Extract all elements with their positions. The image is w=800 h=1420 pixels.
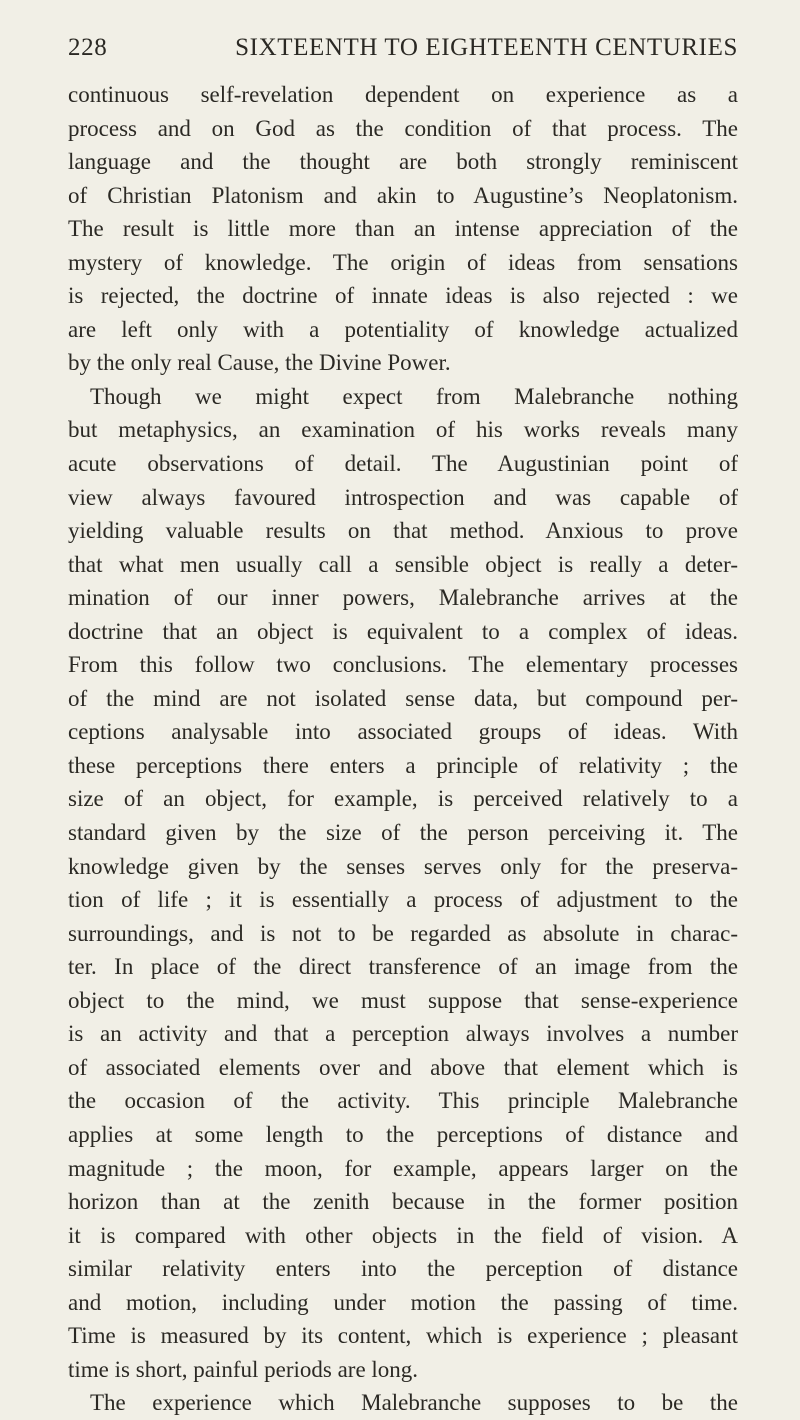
text-line: is rejected, the doctrine of innate ideas is also rejected : we [68, 283, 738, 309]
text-line: of the mind are not isolated sense data, but compound per- [68, 685, 738, 711]
text-line: of Christian Platonism and akin to Augustine’s Neoplatonism. [68, 182, 738, 208]
text-line: yielding valuable results on that method. Anxious to prove [68, 518, 738, 544]
text-line: similar relativity enters into the perception of distance [68, 1256, 738, 1282]
text-line: size of an object, for example, is perceived relatively to a [68, 786, 738, 812]
text-line: Time is measured by its content, which is experience ; pleasant [68, 1323, 738, 1349]
paragraph-start-line: Though we might expect from Malebranche nothing [90, 383, 738, 409]
text-line: and motion, including under motion the passing of time. [68, 1289, 738, 1315]
text-line: is an activity and that a perception always involves a number [68, 1021, 738, 1047]
text-line: process and on God as the condition of that process. The [68, 115, 738, 141]
running-head [68, 30, 738, 66]
running-title: SIXTEENTH TO EIGHTEENTH CENTURIES [235, 34, 738, 61]
text-line: horizon than at the zenith because in the former position [68, 1189, 738, 1215]
text-line: standard given by the size of the person perceiving it. The [68, 820, 738, 846]
text-line: of associated elements over and above that element which is [68, 1054, 738, 1080]
paragraph-end-line: time is short, painful periods are long. [68, 1356, 419, 1382]
text-line: language and the thought are both strongly reminiscent [68, 149, 738, 175]
text-line: that what men usually call a sensible object is really a deter- [68, 551, 738, 577]
text-line: are left only with a potentiality of knowledge actualized [68, 316, 738, 342]
text-line: tion of life ; it is essentially a process of adjustment to the [68, 887, 738, 913]
text-line: The result is little more than an intense appreciation of the [68, 216, 738, 242]
text-line: doctrine that an object is equivalent to a complex of ideas. [68, 618, 738, 644]
text-line: view always favoured introspection and was capable of [68, 484, 738, 510]
text-line: acute observations of detail. The Augustinian point of [68, 451, 738, 477]
text-line: the occasion of the activity. This principle Malebranche [68, 1088, 738, 1114]
text-line: but metaphysics, an examination of his works reveals many [68, 417, 738, 443]
text-line: applies at some length to the perceptions of distance and [68, 1121, 738, 1147]
text-line: magnitude ; the moon, for example, appears larger on the [68, 1155, 738, 1181]
paragraph-start-line: The experience which Malebranche supposes to be the [90, 1390, 738, 1416]
text-line: ter. In place of the direct transference of an image from the [68, 954, 738, 980]
text-line: continuous self-revelation dependent on experience as a [68, 82, 738, 107]
text-line: mystery of knowledge. The origin of ideas from sensations [68, 249, 738, 275]
body-text [68, 78, 738, 1420]
paragraph-end-line: by the only real Cause, the Divine Power. [68, 350, 451, 376]
text-line: ceptions analysable into associated groups of ideas. With [68, 719, 738, 745]
text-line: these perceptions there enters a principle of relativity ; the [68, 752, 738, 778]
text-line: it is compared with other objects in the field of vision. A [68, 1222, 738, 1248]
text-line: surroundings, and is not to be regarded as absolute in charac- [68, 920, 738, 946]
text-line: mination of our inner powers, Malebranche arrives at the [68, 585, 738, 611]
text-line: object to the mind, we must suppose that sense-experience [68, 987, 738, 1013]
page-number: 228 [68, 34, 108, 61]
text-line: From this follow two conclusions. The elementary processes [68, 652, 738, 678]
text-line: knowledge given by the senses serves only for the preserva- [68, 853, 738, 879]
